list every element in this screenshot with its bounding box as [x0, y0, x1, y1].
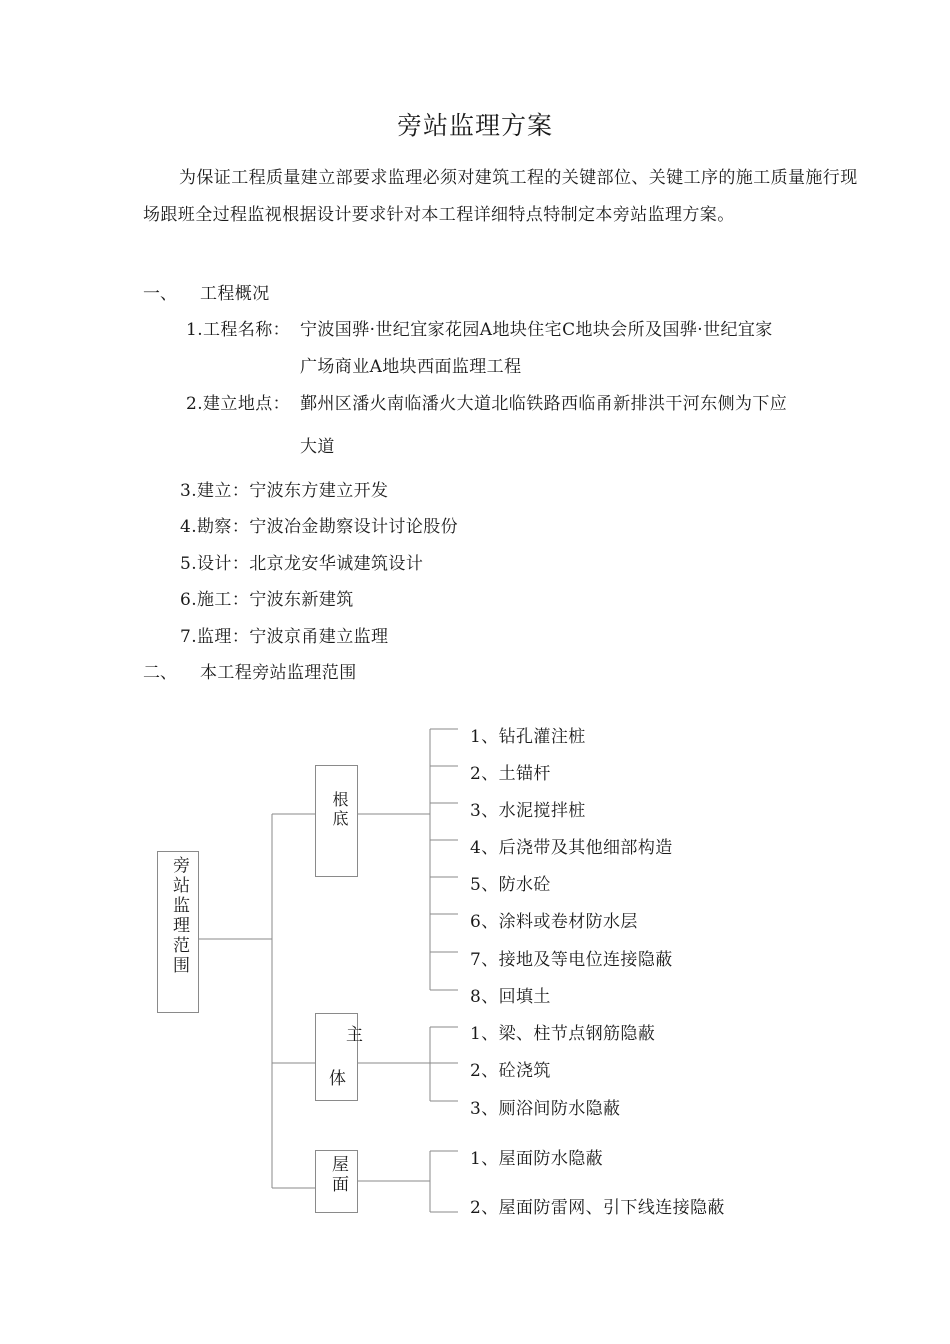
foundation-item: 4、后浇带及其他细部构造 — [470, 838, 673, 858]
branch-roof-label: 屋面 — [328, 1155, 348, 1195]
overview-item-7: 7.监理：宁波京甬建立监理 — [180, 627, 389, 647]
roof-item: 2、屋面防雷网、引下线连接隐蔽 — [470, 1198, 725, 1218]
branch-roof-box — [315, 1150, 358, 1213]
roof-item: 1、屋面防水隐蔽 — [470, 1149, 604, 1169]
overview-item-2-label: 2.建立地点： — [186, 394, 291, 414]
overview-item-1-line-1: 宁波国骅·世纪宜家花园A地块住宅C地块会所及国骅·世纪宜家 — [300, 320, 773, 340]
section-2-title: 本工程旁站监理范围 — [200, 663, 357, 683]
overview-item-6: 6.施工：宁波东新建筑 — [180, 590, 354, 610]
foundation-item: 5、防水砼 — [470, 875, 551, 895]
foundation-item: 2、土锚杆 — [470, 764, 551, 784]
branch-main-structure-label-top: 主 — [346, 1025, 364, 1045]
main-structure-item: 1、梁、柱节点钢筋隐蔽 — [470, 1024, 656, 1044]
main-structure-item: 2、砼浇筑 — [470, 1061, 551, 1081]
foundation-item: 1、钻孔灌注桩 — [470, 727, 586, 747]
section-2-number: 二、 — [143, 663, 177, 683]
main-structure-item: 3、厕浴间防水隐蔽 — [470, 1099, 621, 1119]
branch-foundation-box — [315, 765, 358, 877]
branch-foundation-label: 根底 — [330, 791, 349, 829]
overview-item-1-label: 1.工程名称： — [186, 320, 291, 340]
page-title: 旁站监理方案 — [396, 111, 553, 140]
overview-item-1-line-2: 广场商业A地块西面监理工程 — [300, 357, 522, 377]
branch-main-structure-box — [315, 1013, 364, 1101]
overview-item-4: 4.勘察：宁波冶金勘察设计讨论股份 — [180, 517, 459, 537]
foundation-item: 6、涂料或卷材防水层 — [470, 912, 638, 932]
branch-main-structure-label-bottom: 体 — [329, 1069, 347, 1089]
overview-item-2-line-1: 鄞州区潘火南临潘火大道北临铁路西临甬新排洪干河东侧为下应 — [300, 394, 788, 414]
section-1-title: 工程概况 — [200, 284, 270, 304]
foundation-item: 7、接地及等电位连接隐蔽 — [470, 950, 673, 970]
overview-item-5: 5.设计：北京龙安华诚建筑设计 — [180, 554, 424, 574]
intro-paragraph: 为保证工程质量建立部要求监理必须对建筑工程的关键部位、关键工序的施工质量施行现场跟班全过程监视根据设计要求针对本工程详细特点特制定本旁站监理方案。 — [143, 168, 858, 225]
foundation-item: 3、水泥搅拌桩 — [470, 801, 586, 821]
root-label: 旁站监理范围 — [169, 856, 189, 976]
overview-item-3: 3.建立：宁波东方建立开发 — [180, 481, 389, 501]
section-1-number: 一、 — [143, 284, 177, 304]
foundation-item: 8、回填土 — [470, 987, 551, 1007]
overview-item-2-line-2: 大道 — [300, 437, 335, 457]
root-box — [157, 851, 199, 1013]
